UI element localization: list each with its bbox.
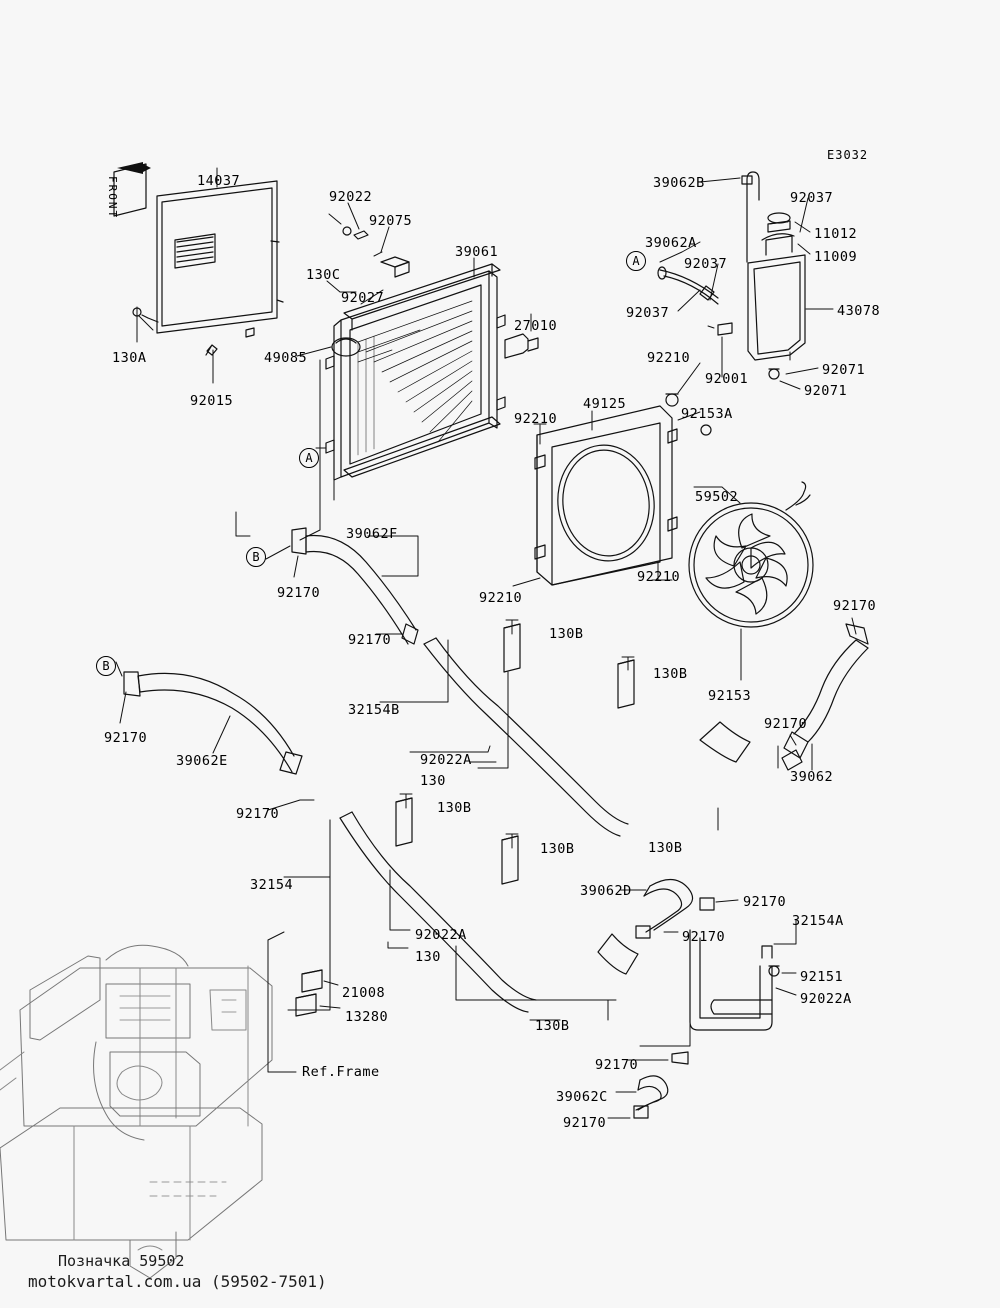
part-label-39062: 39062 <box>790 769 834 785</box>
part-32154B-pipe <box>424 624 802 836</box>
callout-circle-a-1: A <box>626 251 646 271</box>
part-label-92170: 92170 <box>764 716 808 732</box>
part-label-39062a: 39062A <box>645 235 697 251</box>
callout-circle-b-3: B <box>96 656 116 676</box>
part-label-39062f: 39062F <box>346 526 398 542</box>
part-39062C-elbow <box>634 1076 668 1118</box>
part-label-11012: 11012 <box>814 226 858 242</box>
part-21008-connector <box>296 970 322 1016</box>
part-label-92151: 92151 <box>800 969 844 985</box>
part-label-130b: 130B <box>540 841 575 857</box>
part-32154-pipe <box>340 798 638 1012</box>
part-label-92037: 92037 <box>684 256 728 272</box>
part-label-39062b: 39062B <box>653 175 705 191</box>
part-label-11009: 11009 <box>814 249 858 265</box>
part-label-49085: 49085 <box>264 350 308 366</box>
part-label-92170: 92170 <box>563 1115 607 1131</box>
part-label-92153: 92153 <box>708 688 752 704</box>
part-label-92037: 92037 <box>790 190 834 206</box>
part-39062-hose-right <box>784 624 868 758</box>
part-label-92071: 92071 <box>804 383 848 399</box>
part-label-92210: 92210 <box>479 590 523 606</box>
part-label-130: 130 <box>415 949 441 965</box>
part-label-130c: 130C <box>306 267 341 283</box>
part-label-92170: 92170 <box>277 585 321 601</box>
part-label-27010: 27010 <box>514 318 558 334</box>
part-43078-reserve-tank <box>658 172 805 379</box>
part-label-39062e: 39062E <box>176 753 228 769</box>
front-arrow-icon <box>114 162 151 216</box>
part-label-130b: 130B <box>648 840 683 856</box>
part-label-92022a: 92022A <box>420 752 472 768</box>
part-label-92001: 92001 <box>705 371 749 387</box>
part-label-92170: 92170 <box>682 929 726 945</box>
part-label-92170: 92170 <box>595 1057 639 1073</box>
part-39061-radiator <box>326 214 538 480</box>
front-arrow-label: FRONT <box>106 176 119 220</box>
part-label-92210: 92210 <box>637 569 681 585</box>
part-label-92075: 92075 <box>369 213 413 229</box>
part-label-130b: 130B <box>549 626 584 642</box>
part-label-130b: 130B <box>535 1018 570 1034</box>
part-label-130b: 130B <box>437 800 472 816</box>
part-label-21008: 21008 <box>342 985 386 1001</box>
part-label-92037: 92037 <box>626 305 670 321</box>
part-label-49125: 49125 <box>583 396 627 412</box>
part-label-92022: 92022 <box>329 189 373 205</box>
part-label-92170: 92170 <box>104 730 148 746</box>
part-label-92210: 92210 <box>514 411 558 427</box>
part-14037-screen <box>133 181 283 355</box>
part-label-92027: 92027 <box>341 290 385 306</box>
watermark-part-ref: (59502-7501) <box>211 1272 327 1291</box>
part-label-130a: 130A <box>112 350 147 366</box>
part-label-39061: 39061 <box>455 244 499 260</box>
part-label-92170: 92170 <box>743 894 787 910</box>
diagram-code: E3032 <box>827 148 869 162</box>
part-label-92210: 92210 <box>647 350 691 366</box>
part-label-92071: 92071 <box>822 362 866 378</box>
part-label-92170: 92170 <box>833 598 877 614</box>
part-label-92015: 92015 <box>190 393 234 409</box>
part-label-43078: 43078 <box>837 303 881 319</box>
part-label-92170: 92170 <box>348 632 392 648</box>
part-label-59502: 59502 <box>695 489 739 505</box>
watermark-site-text: motokvartal.com.ua <box>28 1272 202 1291</box>
part-label-13280: 13280 <box>345 1009 389 1025</box>
part-label-92153a: 92153A <box>681 406 733 422</box>
callout-circle-b-2: B <box>246 547 266 567</box>
watermark-site <box>28 1272 327 1291</box>
part-label-14037: 14037 <box>197 173 241 189</box>
part-32154A-pipe <box>672 930 779 1064</box>
part-label-32154b: 32154B <box>348 702 400 718</box>
part-label-92022a: 92022A <box>415 927 467 943</box>
part-label-39062c: 39062C <box>556 1089 608 1105</box>
part-label-130: 130 <box>420 773 446 789</box>
part-label-32154a: 32154A <box>792 913 844 929</box>
part-label-130b: 130B <box>653 666 688 682</box>
ref-frame-illustration <box>0 945 272 1278</box>
callout-circle-a-0: A <box>299 448 319 468</box>
ref-frame-label: Ref.Frame <box>302 1064 380 1080</box>
part-label-39062d: 39062D <box>580 883 632 899</box>
part-label-92170: 92170 <box>236 806 280 822</box>
part-label-92022a: 92022A <box>800 991 852 1007</box>
watermark-note: Позначка 59502 <box>58 1252 185 1270</box>
part-label-32154: 32154 <box>250 877 294 893</box>
